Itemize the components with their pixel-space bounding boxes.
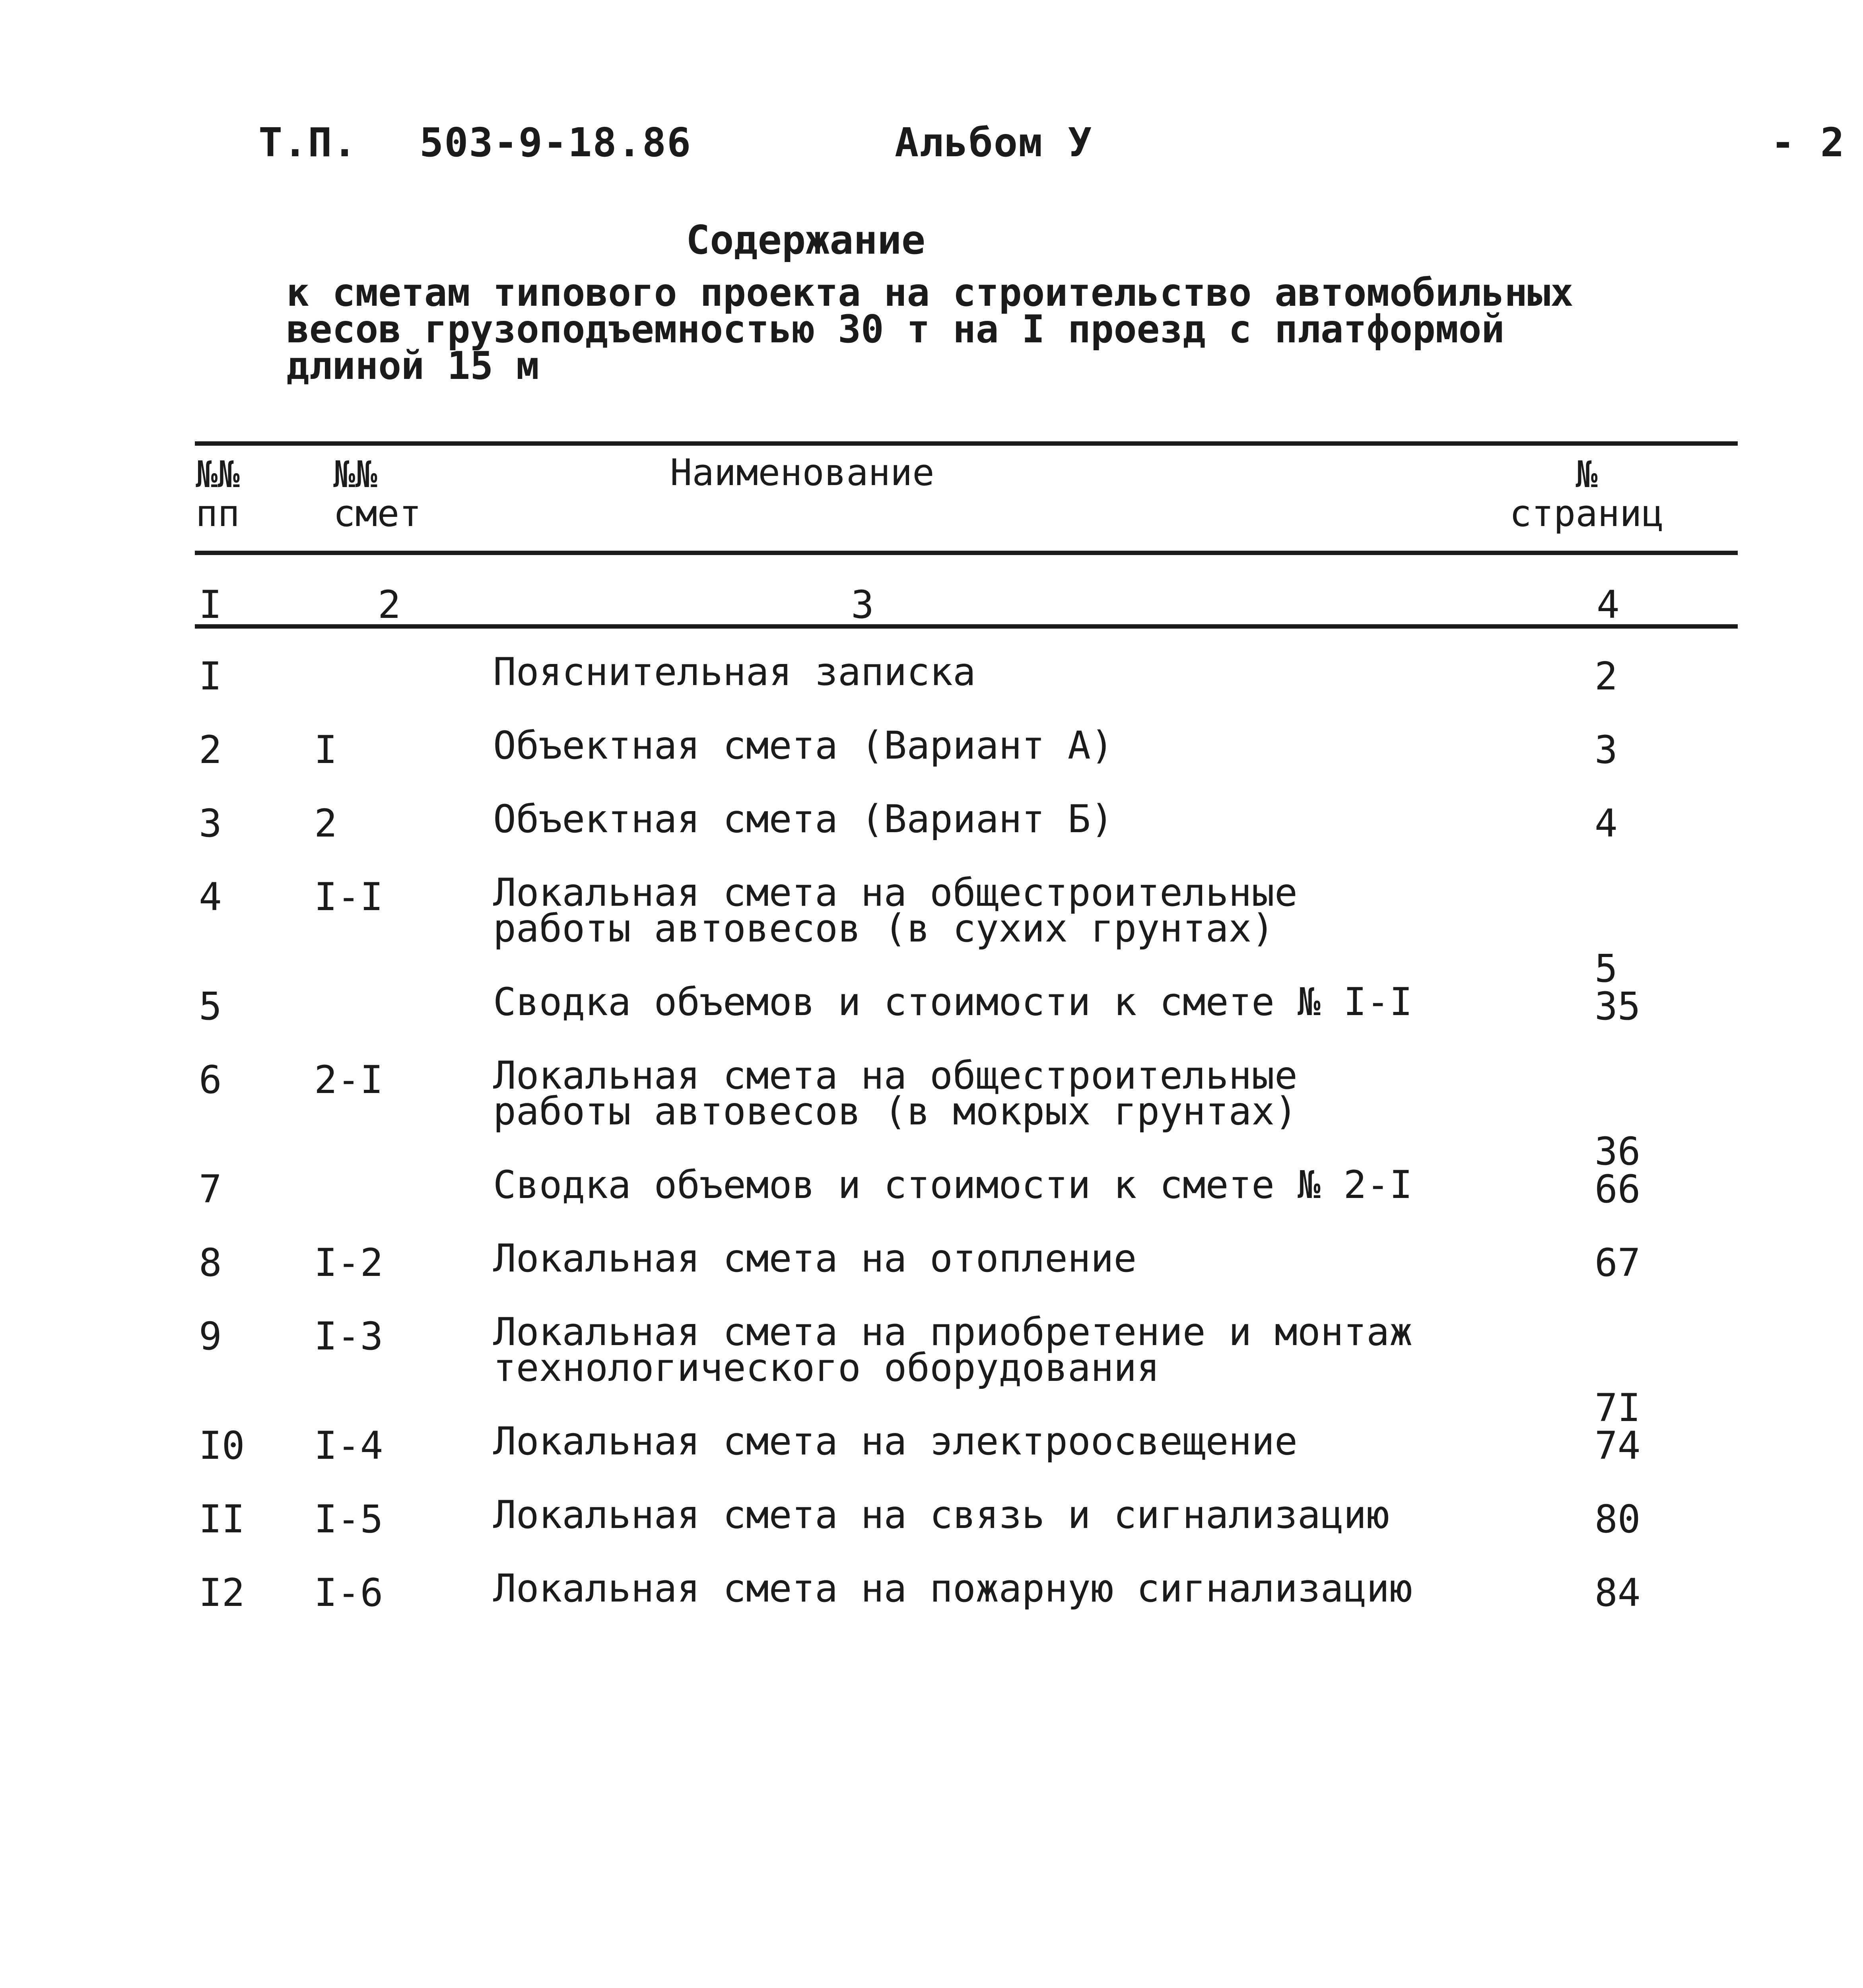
row-page: 5 (1595, 946, 1618, 991)
row-page: 35 (1595, 984, 1641, 1029)
header-tp: Т.П. (258, 119, 357, 166)
row-pp: II (199, 1497, 245, 1541)
page-title: Содержание (686, 217, 926, 263)
column-number-3: 3 (851, 582, 874, 627)
row-name: Локальная смета на приобретение и монтаж технологического оборудования (493, 1310, 1412, 1390)
row-smet: I-4 (314, 1423, 383, 1468)
row-smet: I (314, 728, 337, 772)
row-smet: 2 (314, 801, 337, 846)
row-pp: 6 (199, 1058, 222, 1102)
header-album: Альбом У (895, 119, 1093, 166)
column-number-2: 2 (378, 582, 401, 627)
row-name: Объектная смета (Вариант Б) (493, 797, 1114, 841)
column-header-name: Наименование (670, 451, 934, 494)
row-pp: 4 (199, 875, 222, 919)
row-name: Локальная смета на связь и сигнализацию (493, 1493, 1390, 1537)
row-name: Локальная смета на отопление (493, 1236, 1137, 1281)
row-page: 2 (1595, 654, 1618, 699)
row-smet: 2-I (314, 1058, 383, 1102)
row-smet: I-3 (314, 1314, 383, 1359)
row-page: 4 (1595, 801, 1618, 846)
row-name: Локальная смета на пожарную сигнализацию (493, 1566, 1412, 1611)
column-header-smet: №№ смет (333, 453, 422, 535)
row-page: 74 (1595, 1423, 1641, 1468)
row-page: 3 (1595, 728, 1618, 772)
table-top-rule (195, 441, 1738, 446)
row-smet: I-I (314, 875, 383, 919)
column-number-1: I (199, 582, 222, 627)
row-smet: I-2 (314, 1241, 383, 1285)
row-pp: 3 (199, 801, 222, 846)
page-subtitle: к сметам типового проекта на строительство автомобильных весов грузоподъемностью 30 т на I проезд с платформой длиной 15 м (286, 270, 1574, 388)
row-page: 36 (1595, 1129, 1641, 1174)
row-smet: I-5 (314, 1497, 383, 1541)
row-pp: 5 (199, 984, 222, 1029)
row-pp: 2 (199, 728, 222, 772)
table-header-rule (195, 551, 1738, 555)
row-name: Объектная смета (Вариант А) (493, 723, 1114, 768)
column-header-pages: № страниц (1509, 453, 1664, 535)
row-pp: 8 (199, 1241, 222, 1285)
header-code: 503-9-18.86 (420, 119, 692, 166)
row-page: 80 (1595, 1497, 1641, 1541)
row-name: Сводка объемов и стоимости к смете № I-I (493, 980, 1412, 1024)
row-pp: I (199, 654, 222, 699)
row-name: Сводка объемов и стоимости к смете № 2-I (493, 1163, 1412, 1207)
column-header-pp: №№ пп (196, 453, 240, 535)
row-page: 7I (1595, 1386, 1641, 1430)
row-name: Локальная смета на общестроительные работы автовесов (в мокрых грунтах) (493, 1053, 1298, 1134)
column-number-4: 4 (1597, 582, 1620, 627)
row-name: Локальная смета на общестроительные работы автовесов (в сухих грунтах) (493, 870, 1298, 951)
row-page: 66 (1595, 1167, 1641, 1211)
row-pp: 9 (199, 1314, 222, 1359)
header-page-marker: - 2 (1771, 119, 1845, 166)
row-pp: I2 (199, 1571, 245, 1615)
row-smet: I-6 (314, 1571, 383, 1615)
row-page: 84 (1595, 1571, 1641, 1615)
row-pp: I0 (199, 1423, 245, 1468)
row-pp: 7 (199, 1167, 222, 1211)
table-numbers-rule (195, 624, 1738, 629)
row-page: 67 (1595, 1241, 1641, 1285)
row-name: Пояснительная записка (493, 650, 976, 694)
row-name: Локальная смета на электроосвещение (493, 1419, 1298, 1464)
